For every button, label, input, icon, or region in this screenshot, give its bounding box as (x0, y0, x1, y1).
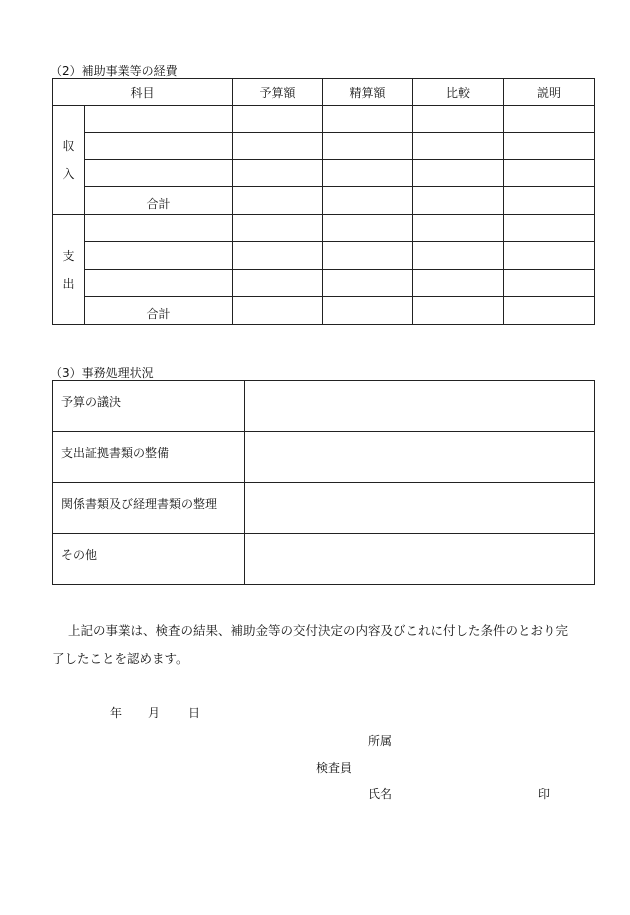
table-row (53, 270, 595, 297)
table-row (53, 106, 595, 133)
header-comparison: 比較 (413, 79, 504, 106)
header-settled: 精算額 (323, 79, 413, 106)
expense-label: 支 出 (53, 215, 85, 325)
header-row (53, 79, 595, 106)
header-subject: 科目 (53, 79, 233, 106)
income-total-row (53, 187, 595, 215)
inspector-label: 検査員 (316, 761, 353, 775)
section3-title: （3）事務処理状況 (50, 366, 154, 380)
statement-line2: 了したことを認めます。 (52, 651, 189, 666)
table-row (53, 432, 595, 483)
table-row (53, 160, 595, 187)
expense-total-label: 合計 (85, 297, 233, 325)
income-label: 収 入 (53, 106, 85, 215)
row-expense-evidence: 支出証拠書類の整備 (53, 432, 245, 483)
date-year: 年 (110, 706, 123, 720)
expense-total-row (53, 297, 595, 325)
table-row (53, 534, 595, 585)
row-accounting-documents: 関係書類及び経理書類の整理 (53, 483, 245, 534)
statement-line1: 上記の事業は、検査の結果、補助金等の交付決定の内容及びこれに付した条件のとおり完 (68, 623, 569, 638)
row-budget-resolution: 予算の議決 (53, 381, 245, 432)
date-month: 月 (148, 706, 161, 720)
processing-table (52, 380, 595, 585)
affiliation-label: 所属 (368, 734, 393, 748)
table-row (53, 215, 595, 242)
seal-label: 印 (538, 787, 551, 801)
section2-title: （2）補助事業等の経費 (50, 64, 178, 78)
row-other: その他 (53, 534, 245, 585)
table-row (53, 242, 595, 270)
table-row (53, 133, 595, 160)
name-label: 氏名 (368, 787, 393, 801)
expense-table (52, 78, 595, 325)
header-budget: 予算額 (233, 79, 323, 106)
header-explanation: 説明 (504, 79, 595, 106)
table-row (53, 483, 595, 534)
table-row (53, 381, 595, 432)
statement (52, 617, 592, 673)
income-total-label: 合計 (85, 187, 233, 215)
date-day: 日 (188, 706, 201, 720)
